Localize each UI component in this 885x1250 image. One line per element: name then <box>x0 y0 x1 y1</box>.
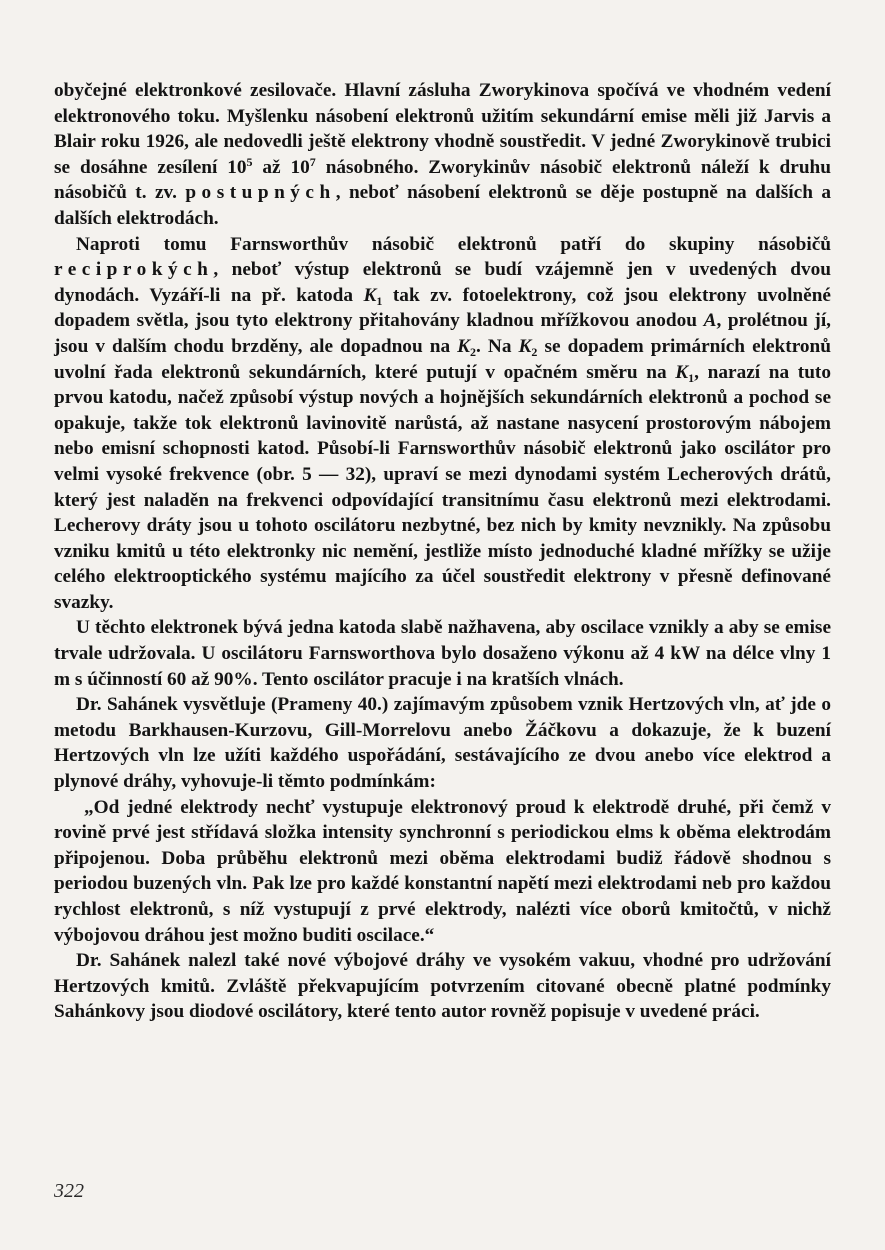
text-run: , neboť násobení elektronů se děje postupně na dalších a dalších elektrodách. <box>54 182 831 229</box>
text-run: 1 <box>376 293 383 308</box>
paragraph-1 <box>54 78 831 232</box>
text-run: , narazí na tuto prvou katodu, načež způsobí výstup nových a hojnějších sekundárních elektronů a pochod se opakuje, takže tok elektronů lavinovitě narůstá, až nastane nasycení prostorovým nábojem nebo emisní schopnosti katod. Působí-li Farnsworthův násobič elektronů jako oscilátor pro velmi vysoké frekvence (obr. 5 — 32), upraví se mezi dynodami systém Lecherových drátů, který jest naladěn na frekvenci odpovídající transitnímu času elektronů mezi elektrodami. Lecherovy dráty jsou u tohoto oscilátoru nezbytné, bez nich by kmity nevznikly. Na způsobu vzniku kmitů u této elektronky nic nemění, jestliže místo jednoduché kladné mřížky se užije celého elektrooptického systému majícího za účel soustředit elektrony v přesně definované svazky. <box>54 361 831 613</box>
page-text <box>54 78 831 1025</box>
text-run: tak zv. fotoelektrony, což jsou elektrony uvolněné dopadem světla, jsou tyto elektrony přitahovány kladnou mřížkovou anodou <box>54 284 831 332</box>
text-run: . Na <box>476 335 519 357</box>
text-run: 2 <box>470 344 477 359</box>
text-run: 1 <box>688 370 695 385</box>
page-number: 322 <box>54 1180 84 1202</box>
text-run: , prolétnou jí, jsou v dalším chodu brzděny, ale dopadnou na <box>54 310 831 357</box>
text-run: násobného. Zworykinův násobič elektronů náleží k druhu násobičů t. zv. <box>54 156 831 204</box>
text-run: Dr. Sahánek vysvětluje (Prameny 40.) zajímavým způsobem vznik Hertzových vln, ať jde o metodu Barkhausen-Kurzovu, Gill-Morrelovu anebo Žáčkovu a dokazuje, že k buzení Hertzových vln lze užíti každého uspořádání, sestávajícího ze dvou anebo více elektrod a plynové dráhy, vyhovuje-li těmto podmínkám: <box>54 694 831 793</box>
text-run: „Od jedné elektrody nechť vystupuje elektronový proud k elektrodě druhé, při čemž v rovině prvé jest střídavá složka intensity synchronní s periodickou elms k oběma elektrodám připojenou. Doba průběhu elektronů mezi oběma elektrodami budiž řádově shodnou s periodou buzených vln. Pak lze pro každé konstantní napětí mezi elektrodami neb pro každou rychlost elektronů, s níž vystupují z prvé elektrody, nalézti více oborů kmitočtů, v nichž výbojovou dráhou jest možno buditi oscilace.“ <box>54 796 831 946</box>
text-run: Naproti tomu Farnsworthův násobič elektronů patří do skupiny násobičů <box>76 233 831 255</box>
paragraph-6 <box>54 948 831 1025</box>
paragraph-3 <box>54 615 831 692</box>
text-run: K <box>518 335 532 357</box>
text-run: A <box>703 310 717 332</box>
text-run: K <box>363 284 377 306</box>
quote-paragraph <box>54 795 831 949</box>
text-run: postupných <box>185 182 336 204</box>
text-run: až 10 <box>252 156 310 178</box>
text-run: obyčejné elektronkové zesilovače. Hlavní zásluha Zworykinova spočívá ve vhodném vedení elektronového toku. Myšlenku násobení elektronů užitím sekundární emise měli již Jarvis a Blair roku 1926, ale nedovedli ještě elektrony vhodně soustředit. V jedné Zworykinově trubici se dosáhne zesílení 10 <box>54 80 831 178</box>
text-run: 2 <box>531 344 538 359</box>
text-run: 5 <box>246 154 253 169</box>
text-run: se dopadem primárních elektronů uvolní řada elektronů sekundárních, které putují v opačném směru na <box>54 335 831 383</box>
paragraph-4 <box>54 692 831 794</box>
text-run: U těchto elektronek bývá jedna katoda slabě nažhavena, aby oscilace vznikly a aby se emise trvale udržovala. U oscilátoru Farnsworthova bylo dosaženo výkonu až 4 kW na délce vlny 1 m s účinností 60 až 90%. Tento oscilátor pracuje i na kratších vlnách. <box>54 617 831 690</box>
text-run: K <box>675 361 689 383</box>
paragraph-2 <box>54 232 831 616</box>
text-run: , neboť výstup elektronů se budí vzájemně jen v uvedených dvou dynodách. Vyzáří-li na př. katoda <box>54 259 831 306</box>
text-run: K <box>457 335 471 357</box>
text-run: 7 <box>309 154 316 169</box>
text-run: reciprokých <box>54 259 214 281</box>
text-run: Dr. Sahánek nalezl také nové výbojové dráhy ve vysokém vakuu, vhodné pro udržování Hertzových kmitů. Zvláště překvapujícím potvrzením citované obecně platné podmínky Sahánkovy jsou diodové oscilátory, které tento autor rovněž popisuje v uvedené práci. <box>54 950 831 1023</box>
